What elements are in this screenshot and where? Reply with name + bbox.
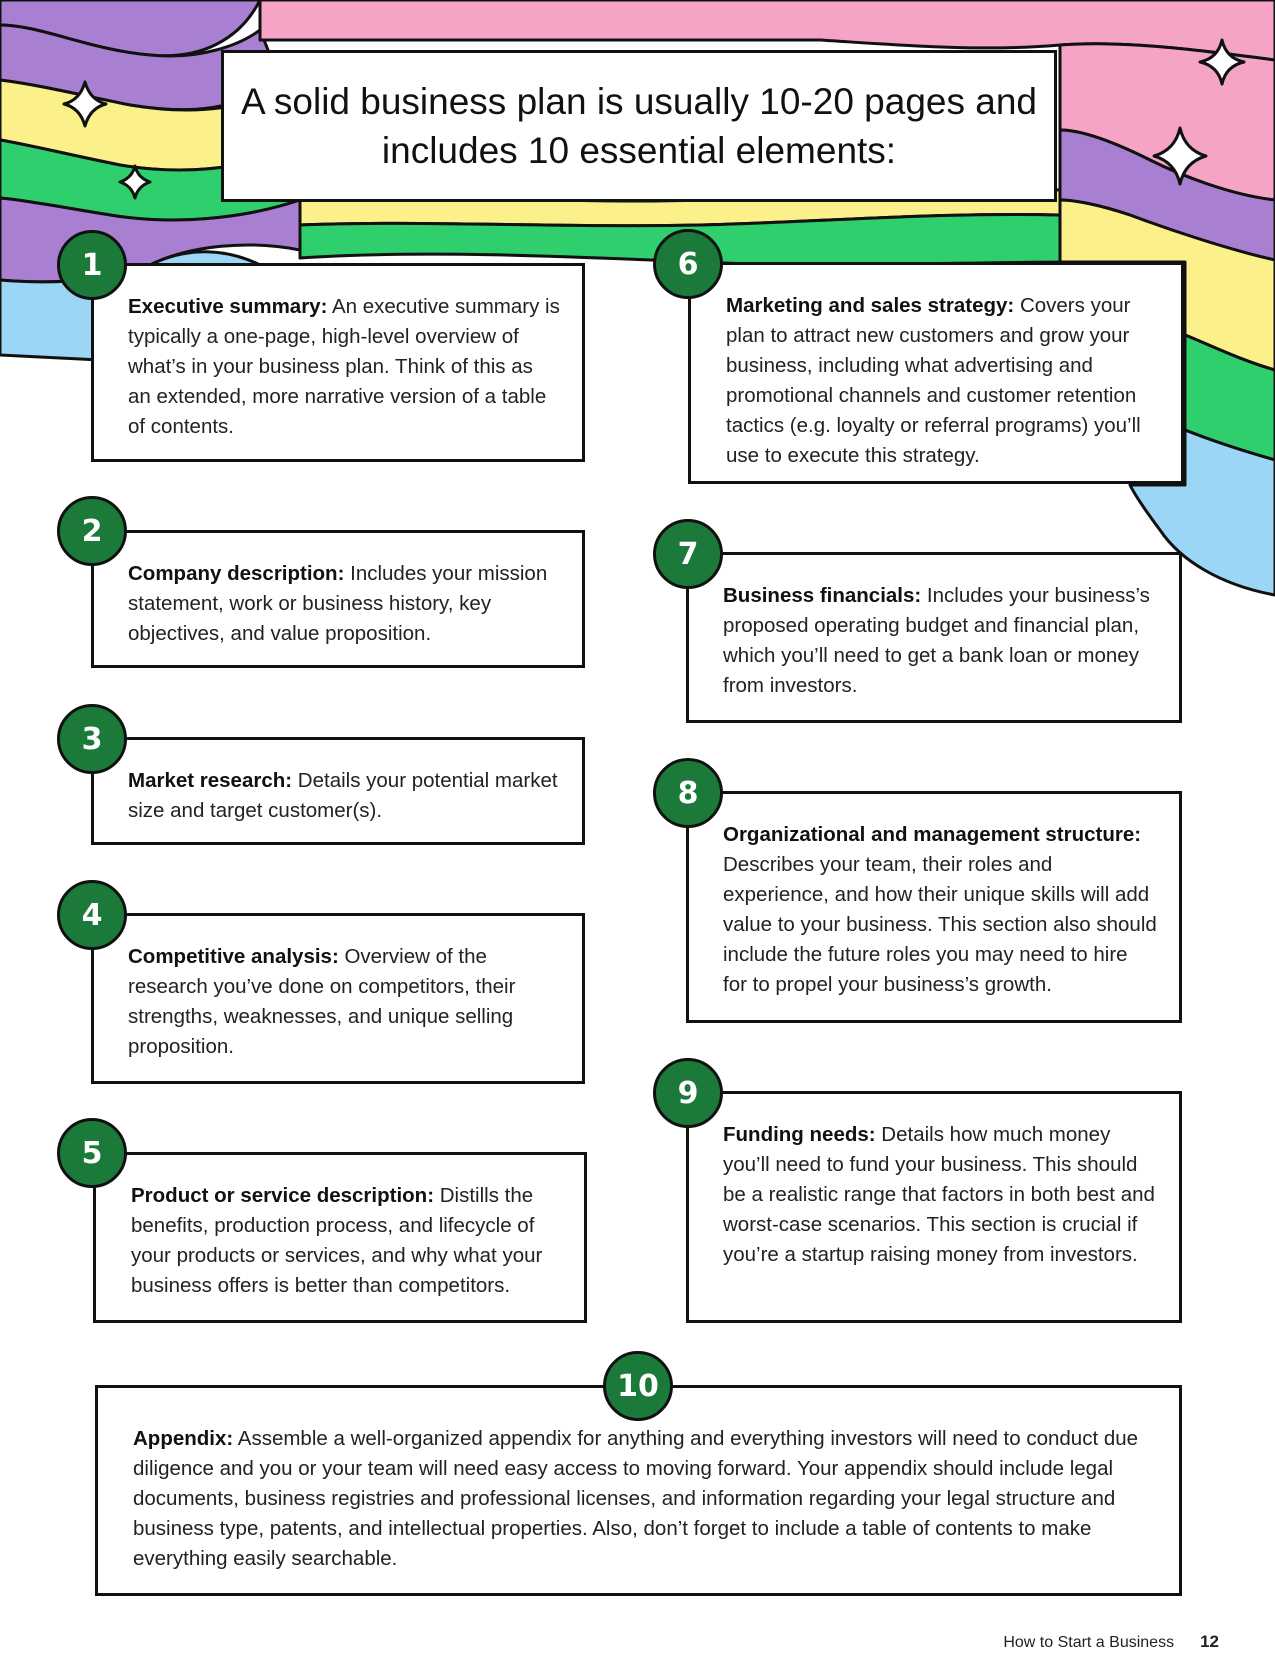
element-card-8 [686, 791, 1182, 1023]
element-card-3 [91, 737, 585, 845]
card-body: Covers your plan to attract new customers and grow your business, including what advertising and promotional channels and customer retention tactics (e.g. loyalty or referral programs) you’ll use to execute this strategy. [726, 294, 1141, 467]
card-heading: Appendix: [133, 1427, 234, 1450]
number-badge-6: 6 [653, 229, 723, 299]
element-card-1 [91, 263, 585, 462]
title-box [221, 50, 1057, 202]
number-badge-8: 8 [653, 758, 723, 828]
element-card-2 [91, 530, 585, 668]
page-title: A solid business plan is usually 10-20 pages and includes 10 essential elements: [240, 81, 1038, 171]
card-body: Includes your business’s proposed operating budget and financial plan, which you’ll need to get a bank loan or money from investors. [723, 584, 1150, 697]
card-heading: Executive summary: [128, 295, 328, 318]
card-body: Distills the benefits, production process, and lifecycle of your products or services, and why what your business offers is better than competitors. [131, 1184, 543, 1297]
card-body: Overview of the research you’ve done on competitors, their strengths, weaknesses, and unique selling proposition. [128, 945, 516, 1058]
card-body: Describes your team, their roles and experience, and how their unique skills will add value to your business. This section also should include the future roles you may need to hire for to propel your business’s growth. [723, 853, 1157, 996]
card-heading: Funding needs: [723, 1123, 876, 1146]
number-badge-4: 4 [57, 880, 127, 950]
card-heading: Business financials: [723, 584, 922, 607]
element-card-5 [93, 1152, 587, 1323]
card-heading: Product or service description: [131, 1184, 435, 1207]
card-heading: Market research: [128, 769, 293, 792]
card-body: An executive summary is typically a one-page, high-level overview of what’s in your business plan. Think of this as an extended, more narrative version of a table of contents. [128, 295, 560, 438]
number-badge-5: 5 [57, 1118, 127, 1188]
element-card-9 [686, 1091, 1182, 1323]
number-badge-10: 10 [603, 1351, 673, 1421]
card-body: Details your potential market size and target customer(s). [128, 769, 558, 822]
card-heading: Marketing and sales strategy: [726, 294, 1015, 317]
card-heading: Competitive analysis: [128, 945, 339, 968]
element-card-6 [688, 262, 1184, 484]
footer-doc-title: How to Start a Business [1003, 1634, 1175, 1651]
card-heading: Company description: [128, 562, 345, 585]
element-card-7 [686, 552, 1182, 723]
number-badge-2: 2 [57, 496, 127, 566]
page-footer [1003, 1632, 1219, 1652]
card-body: Includes your mission statement, work or business history, key objectives, and value proposition. [128, 562, 548, 645]
number-badge-3: 3 [57, 704, 127, 774]
number-badge-7: 7 [653, 519, 723, 589]
card-heading: Organizational and management structure: [723, 823, 1142, 846]
number-badge-1: 1 [57, 230, 127, 300]
element-card-4 [91, 913, 585, 1084]
page-number: 12 [1200, 1632, 1219, 1651]
card-body: Assemble a well-organized appendix for anything and everything investors will need to conduct due diligence and you or your team will need easy access to moving forward. Your appendix should include legal documents, business registries and professional licenses, and information regarding your legal structure and business type, patents, and intellectual properties. Also, don’t forget to include a table of contents to make everything easily searchable. [133, 1427, 1139, 1570]
card-body: Details how much money you’ll need to fund your business. This should be a realistic range that factors in both best and worst-case scenarios. This section is crucial if you’re a startup raising money from investors. [723, 1123, 1155, 1266]
number-badge-9: 9 [653, 1058, 723, 1128]
